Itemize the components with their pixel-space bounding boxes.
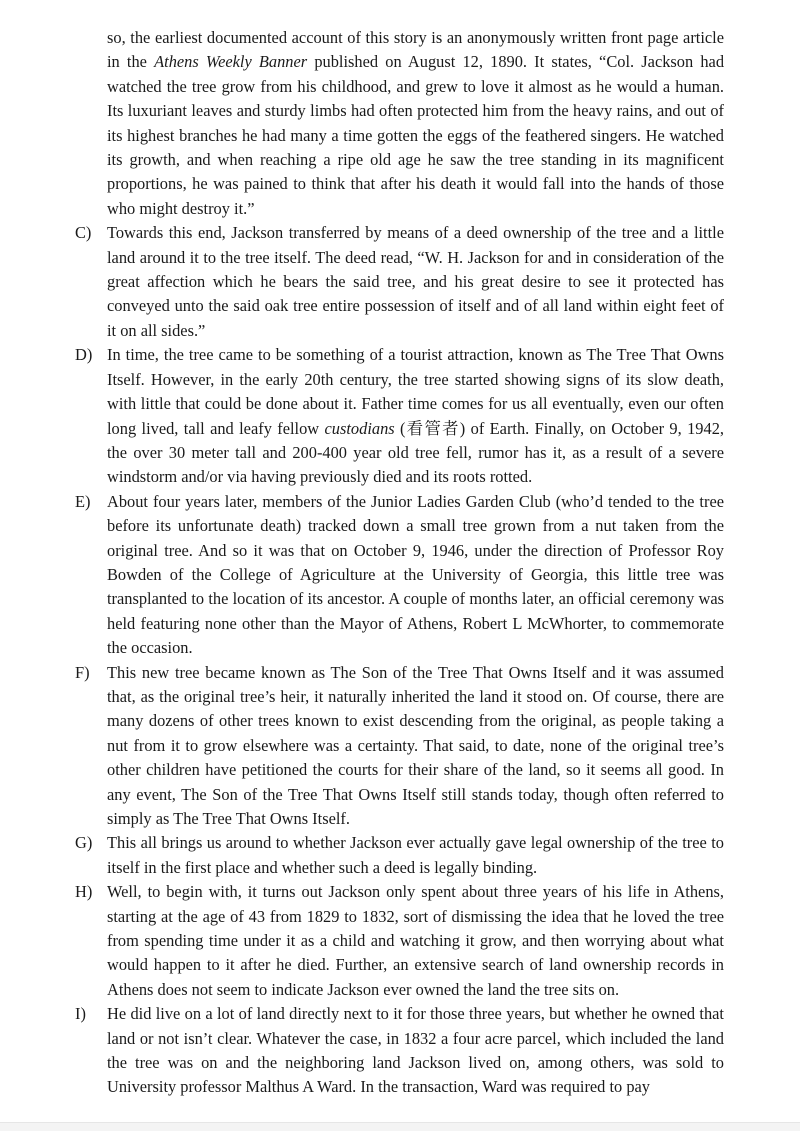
paragraph-label: E) bbox=[75, 491, 91, 511]
paragraph-h bbox=[75, 880, 724, 1002]
intro-text-start: so, the earliest documented account of this story is an anonymously written front page article in the bbox=[107, 28, 724, 72]
article-body bbox=[75, 26, 724, 1100]
paragraph-i bbox=[75, 1002, 724, 1100]
paragraph-text: Well, to begin with, it turns out Jackson only spent about three years of his life in Athens, starting at the age of 43 from 1829 to 1832, sort of dismissing the idea that he loved the tree from spending time under it as a child and watching it grow, and then worrying about what would happen to it after he died. Further, an extensive search of land ownership records in Athens does not seem to indicate Jackson ever owned the land the tree sits on. bbox=[107, 882, 724, 999]
paragraph-label: D) bbox=[75, 345, 93, 365]
paragraph-text: He did live on a lot of land directly next to it for those three years, but whether he owned that land or not isn’t clear. Whatever the case, in 1832 a four acre parcel, which included the land the tree was on and the neighboring land Jackson lived on, among others, was sold to University professor Malthus A Ward. In the transaction, Ward was required to pay bbox=[107, 1004, 724, 1097]
paragraph-d bbox=[75, 343, 724, 489]
italic-word: custodians bbox=[324, 418, 395, 438]
paragraph-label: G) bbox=[75, 833, 93, 853]
paragraph-label: C) bbox=[75, 223, 92, 243]
paragraph-label: F) bbox=[75, 662, 90, 682]
paragraph-text: In time, the tree came to be something of a tourist attraction, known as The Tree That Owns Itself. However, in the early 20th century, the tree started showing signs of its slow death, with little that could be done about it. Father time comes for us all eventually, even our often long lived, tall and leafy fellow bbox=[107, 345, 724, 438]
newspaper-title: Athens Weekly Banner bbox=[154, 52, 308, 72]
paragraph-label: I) bbox=[75, 1004, 86, 1024]
paragraph-c bbox=[75, 221, 724, 343]
paragraph-g bbox=[75, 831, 724, 880]
intro-text-end: published on August 12, 1890. It states, “Col. Jackson had watched the tree grow from his childhood, and grew to love it almost as he would a human. Its luxuriant leaves and sturdy limbs had often protected him from the heavy rains, and out of its highest branches he had many a time gotten the eggs of the feathered singers. He watched its growth, and when reaching a ripe old age he saw the tree standing in its magnificent proportions, he was pained to think that after his death it would fall into the hands of those who might destroy it.” bbox=[107, 52, 725, 218]
paragraph-text: About four years later, members of the Junior Ladies Garden Club (who’d tended to the tree before its unfortunate death) tracked down a small tree grown from a nut taken from the original tree. And so it was that on October 9, 1946, under the direction of Professor Roy Bowden of the College of Agriculture at the University of Georgia, this little tree was transplanted to the location of its ancestor. A couple of months later, an official ceremony was held featuring none other than the Mayor of Athens, Robert L McWhorter, to commemorate the occasion. bbox=[107, 491, 724, 658]
intro-paragraph bbox=[75, 26, 724, 221]
paragraph-f bbox=[75, 661, 724, 832]
paragraph-e bbox=[75, 490, 724, 661]
paragraph-label: H) bbox=[75, 882, 93, 902]
paragraph-text: (看管者) of Earth. Finally, on October 9, 1942, the over 30 meter tall and 200-400 year old tree fell, rumor has it, as a result of a severe windstorm and/or via having previously died and its roots rotted. bbox=[107, 418, 724, 487]
paragraph-text: This all brings us around to whether Jackson ever actually gave legal ownership of the tree to itself in the first place and whether such a deed is legally binding. bbox=[107, 833, 724, 877]
paragraph-text: Towards this end, Jackson transferred by means of a deed ownership of the tree and a little land around it to the tree itself. The deed read, “W. H. Jackson for and in consideration of the great affection which he bears the said tree, and his great desire to see it protected has conveyed unto the said oak tree entire possession of itself and of all land within eight feet of it on all sides.” bbox=[107, 223, 724, 340]
paragraph-text: This new tree became known as The Son of the Tree That Owns Itself and it was assumed that, as the original tree’s heir, it naturally inherited the land it stood on. Of course, there are many dozens of other trees known to exist descending from the original, as people taking a nut from it to grow elsewhere was a certainty. That said, to date, none of the original tree’s other children have petitioned the courts for their share of the land, so it seems all good. In any event, The Son of the Tree That Owns Itself still stands today, though often referred to simply as The Tree That Owns Itself. bbox=[107, 662, 724, 828]
